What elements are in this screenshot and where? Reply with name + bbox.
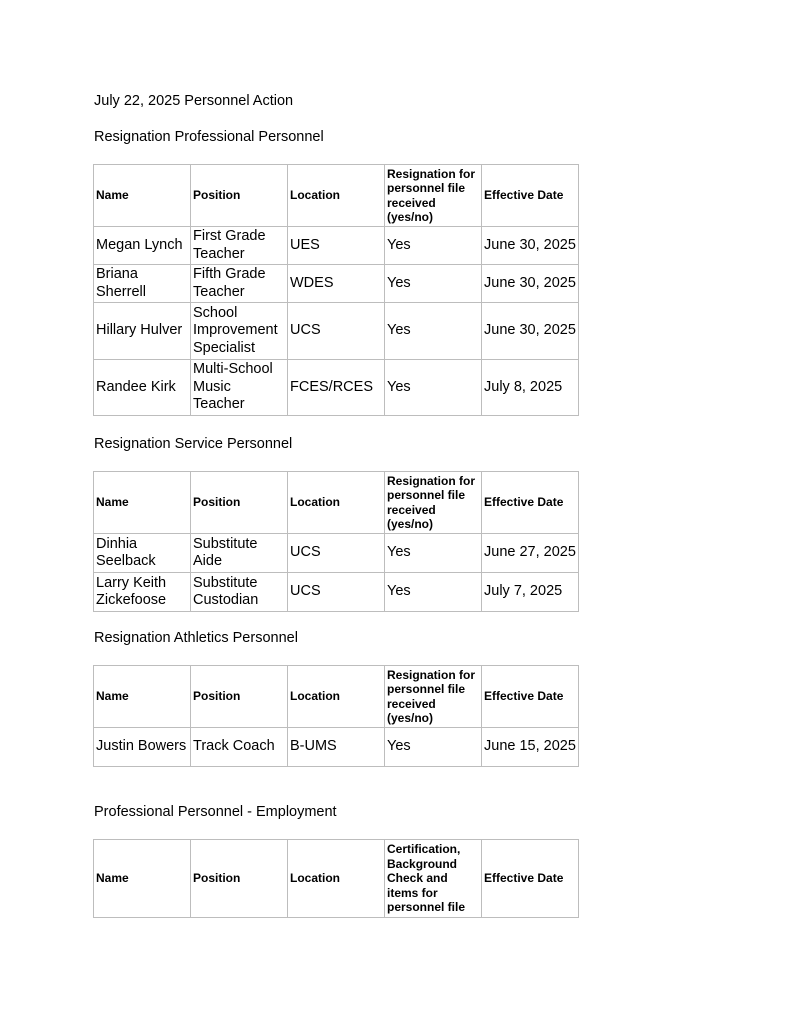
cell-position: Fifth Grade Teacher: [191, 265, 288, 303]
column-header-location: Location: [288, 165, 385, 227]
cell-location: WDES: [288, 265, 385, 303]
cell-effective-date: June 30, 2025: [482, 227, 579, 265]
cell-effective-date: June 27, 2025: [482, 534, 579, 573]
cell-name: Randee Kirk: [94, 360, 191, 416]
cell-effective-date: June 30, 2025: [482, 303, 579, 360]
cell-location: UCS: [288, 534, 385, 573]
section-heading-resignation-athletics: Resignation Athletics Personnel: [94, 630, 298, 646]
column-header-certification-items: Certification, Background Check and items for personnel file: [385, 840, 482, 918]
column-header-effective-date: Effective Date: [482, 472, 579, 534]
table-row: [94, 534, 579, 573]
cell-name: Justin Bowers: [94, 728, 191, 767]
column-header-resignation-received: Resignation for personnel file received (yes/no): [385, 165, 482, 227]
column-header-location: Location: [288, 840, 385, 918]
cell-location: UES: [288, 227, 385, 265]
cell-resignation-received: Yes: [385, 227, 482, 265]
table-resignation-professional: [93, 164, 579, 416]
cell-name: Dinhia Seelback: [94, 534, 191, 573]
column-header-position: Position: [191, 165, 288, 227]
section-heading-resignation-service: Resignation Service Personnel: [94, 436, 293, 452]
column-header-name: Name: [94, 165, 191, 227]
table-row: [94, 303, 579, 360]
cell-resignation-received: Yes: [385, 534, 482, 573]
column-header-location: Location: [288, 666, 385, 728]
table-row: [94, 728, 579, 767]
cell-name: Briana Sherrell: [94, 265, 191, 303]
cell-position: Substitute Custodian: [191, 573, 288, 612]
cell-name: Larry Keith Zickefoose: [94, 573, 191, 612]
column-header-position: Position: [191, 666, 288, 728]
table-professional-employment: [93, 839, 579, 918]
cell-location: UCS: [288, 573, 385, 612]
cell-position: School Improvement Specialist: [191, 303, 288, 360]
column-header-effective-date: Effective Date: [482, 666, 579, 728]
column-header-effective-date: Effective Date: [482, 165, 579, 227]
column-header-position: Position: [191, 472, 288, 534]
cell-resignation-received: Yes: [385, 573, 482, 612]
cell-location: FCES/RCES: [288, 360, 385, 416]
column-header-name: Name: [94, 472, 191, 534]
column-header-resignation-received: Resignation for personnel file received (yes/no): [385, 472, 482, 534]
cell-resignation-received: Yes: [385, 303, 482, 360]
section-heading-professional-employment: Professional Personnel - Employment: [94, 804, 337, 820]
table-row: [94, 573, 579, 612]
column-header-location: Location: [288, 472, 385, 534]
cell-location: B-UMS: [288, 728, 385, 767]
cell-effective-date: June 15, 2025: [482, 728, 579, 767]
cell-position: Track Coach: [191, 728, 288, 767]
document-title: July 22, 2025 Personnel Action: [94, 93, 294, 109]
section-heading-resignation-professional: Resignation Professional Personnel: [94, 129, 324, 145]
table-header-row: [94, 840, 579, 918]
cell-position: Multi-School Music Teacher: [191, 360, 288, 416]
cell-position: Substitute Aide: [191, 534, 288, 573]
column-header-position: Position: [191, 840, 288, 918]
cell-resignation-received: Yes: [385, 360, 482, 416]
cell-effective-date: June 30, 2025: [482, 265, 579, 303]
table-row: [94, 360, 579, 416]
cell-effective-date: July 7, 2025: [482, 573, 579, 612]
table-row: [94, 227, 579, 265]
column-header-name: Name: [94, 840, 191, 918]
cell-name: Megan Lynch: [94, 227, 191, 265]
table-header-row: [94, 472, 579, 534]
cell-name: Hillary Hulver: [94, 303, 191, 360]
cell-effective-date: July 8, 2025: [482, 360, 579, 416]
column-header-effective-date: Effective Date: [482, 840, 579, 918]
cell-position: First Grade Teacher: [191, 227, 288, 265]
cell-resignation-received: Yes: [385, 265, 482, 303]
table-resignation-athletics: [93, 665, 579, 767]
cell-resignation-received: Yes: [385, 728, 482, 767]
table-resignation-service: [93, 471, 579, 612]
table-header-row: [94, 666, 579, 728]
column-header-name: Name: [94, 666, 191, 728]
cell-location: UCS: [288, 303, 385, 360]
table-row: [94, 265, 579, 303]
column-header-resignation-received: Resignation for personnel file received (yes/no): [385, 666, 482, 728]
table-header-row: [94, 165, 579, 227]
